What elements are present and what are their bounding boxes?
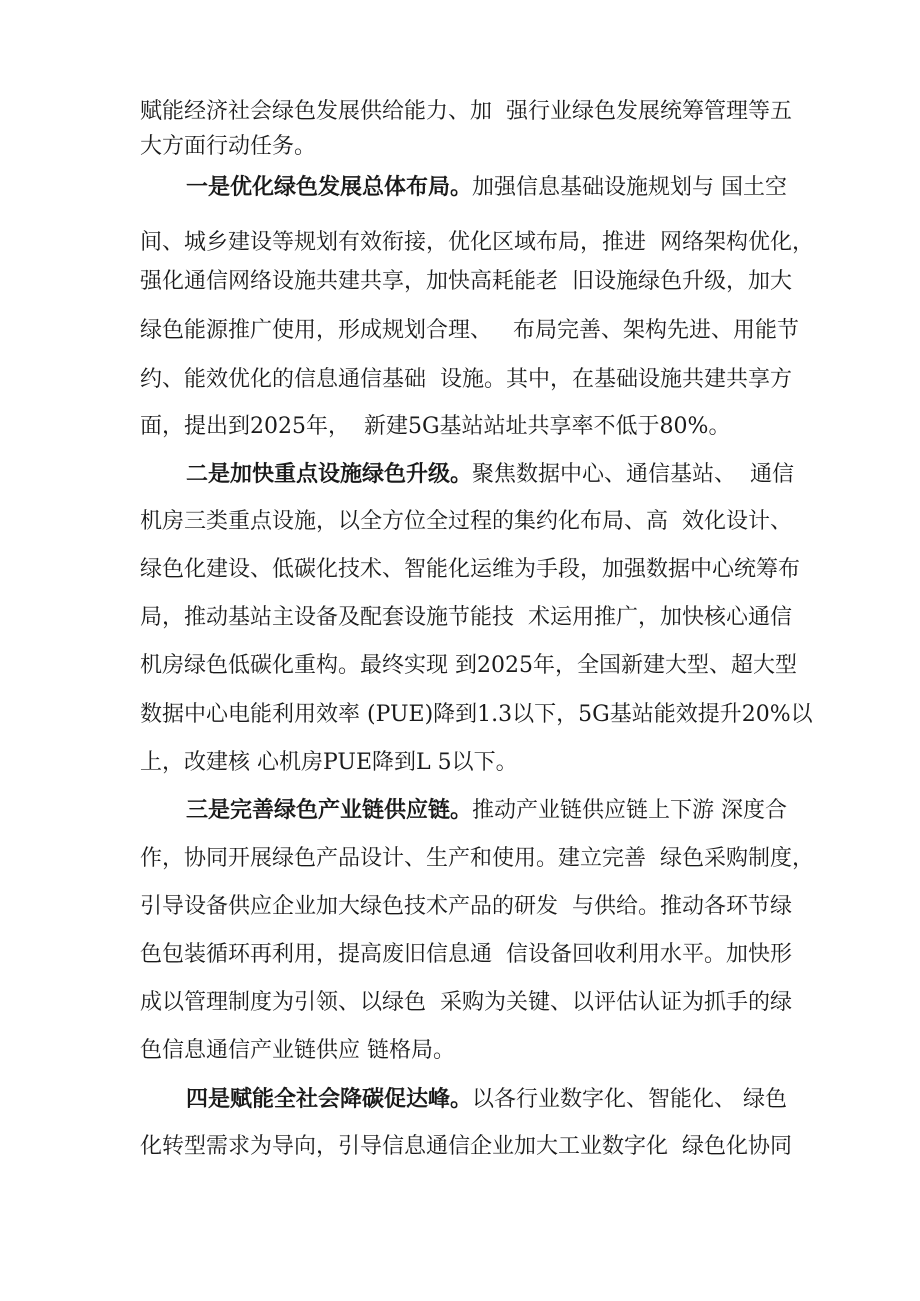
text-line: 成以管理制度为引领、以绿色 采购为关键、以评估认证为抓手的绿 <box>140 990 792 1015</box>
text-line: 大方面行动任务。 <box>140 134 317 159</box>
text-line: 数据中心电能利用效率 (PUE)降到1.3以下，5G基站能效提升20%以 <box>140 702 813 727</box>
text-line: 色包装循环再利用，提高废旧信息通 信设备回收利用水平。加快形 <box>140 942 792 967</box>
text-line: 化转型需求为导向，引导信息通信企业加大工业数字化 绿色化协同 <box>140 1134 792 1159</box>
paragraph-first-line <box>186 173 914 203</box>
text-line: 上，改建核 心机房PUE降到L 5以下。 <box>140 750 518 775</box>
text-line: 面，提出到2025年， 新建5G基站站址共享率不低于80%。 <box>140 414 731 439</box>
text-line: 强化通信网络设施共建共享，加快高耗能老 旧设施绿色升级，加大 <box>140 269 792 294</box>
text-line: 色信息通信产业链供应 链格局。 <box>140 1038 455 1063</box>
text-line: 引导设备供应企业加大绿色技术产品的研发 与供给。推动各环节绿 <box>140 894 792 919</box>
text-span: 以各行业数字化、智能化、 绿色 <box>472 1087 788 1112</box>
paragraph-heading: 二是加快重点设施绿色升级。 <box>186 462 473 487</box>
paragraph-first-line <box>186 796 914 826</box>
text-line: 局，推动基站主设备及配套设施节能技 术运用推广，加快核心通信 <box>140 605 792 630</box>
text-line: 间、城乡建设等规划有效衔接，优化区域布局，推进 网络架构优化， <box>140 230 814 255</box>
text-line: 机房三类重点设施，以全方位全过程的集约化布局、高 效化设计、 <box>140 509 792 534</box>
paragraph-heading: 一是优化绿色发展总体布局。 <box>186 175 473 200</box>
text-line: 机房绿色低碳化重构。最终实现 到2025年，全国新建大型、超大型 <box>140 653 797 678</box>
paragraph-heading: 四是赋能全社会降碳促达峰。 <box>186 1087 473 1112</box>
paragraph-first-line <box>186 1085 914 1115</box>
text-line: 绿色化建设、低碳化技术、智能化运维为手段，加强数据中心统筹布 <box>140 557 801 582</box>
text-span: 推动产业链供应链上下游 深度合 <box>472 798 788 823</box>
text-span: 加强信息基础设施规划与 国土空 <box>472 175 788 200</box>
text-line: 赋能经济社会绿色发展供给能力、加 强行业绿色发展统筹管理等五 <box>140 99 792 124</box>
text-span: 聚焦数据中心、通信基站、 通信 <box>472 462 795 487</box>
text-line: 作，协同开展绿色产品设计、生产和使用。建立完善 绿色采购制度， <box>140 846 814 871</box>
text-line: 约、能效优化的信息通信基础 设施。其中，在基础设施共建共享方 <box>140 367 792 392</box>
text-line: 绿色能源推广使用，形成规划合理、 布局完善、架构先进、用能节 <box>140 318 799 343</box>
paragraph-first-line <box>186 460 914 490</box>
paragraph-heading: 三是完善绿色产业链供应链。 <box>186 798 473 823</box>
